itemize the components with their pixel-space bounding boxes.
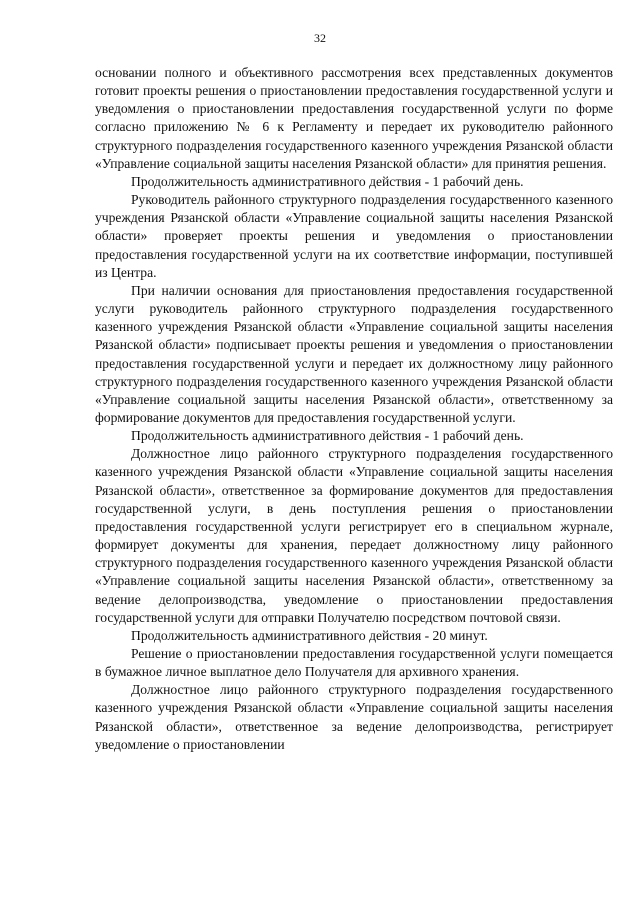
paragraph-official-registration: Должностное лицо районного структурного подразделения государственного казенного учреждения Рязанской области «Управление социальной защиты населения Рязанской области», ответственное за формирование документов для предоставления государственной услуги, в день поступления решения о приостановлении предоставления государственной услуги регистрирует его в специальном журнале, формирует документы для хранения, передает должностному лицу районного структурного подразделения государственного казенного учреждения Рязанской области «Управление социальной защиты населения Рязанской области», ответственному за ведение делопроизводства, уведомление о приостановлении предоставления государственной услуги для отправки Получателю посредством почтовой связи.	[95, 446, 613, 625]
page-number: 32	[314, 31, 326, 45]
paragraph-head-check: Руководитель районного структурного подразделения государственного казенного учреждения Рязанской области «Управление социальной защиты населения Рязанской области» проверяет проекты решения и уведомления о приостановлении предоставления государственной услуги на их соответствие информации, поступившей из Центра.	[95, 192, 613, 280]
paragraph-duration-1: Продолжительность административного действия - 1 рабочий день.	[131, 173, 524, 189]
paragraph-duration-3: Продолжительность административного действия - 20 минут.	[131, 627, 488, 643]
paragraph-archive: Решение о приостановлении предоставления государственной услуги помещается в бумажное личное выплатное дело Получателя для архивного хранения.	[95, 646, 613, 680]
document-body	[95, 64, 613, 754]
paragraph-records-official: Должностное лицо районного структурного подразделения государственного казенного учреждения Рязанской области «Управление социальной защиты населения Рязанской области», ответственное за ведение делопроизводства, регистрирует уведомление о приостановлении	[95, 682, 613, 752]
paragraph-duration-2: Продолжительность административного действия - 1 рабочий день.	[131, 428, 524, 444]
paragraph-suspension-grounds: При наличии основания для приостановления предоставления государственной услуги руководитель районного структурного подразделения государственного казенного учреждения Рязанской области «Управление социальной защиты населения Рязанской области» подписывает проекты решения и уведомления о приостановлении предоставления государственной услуги и передает их должностному лицу районного структурного подразделения государственного казенного учреждения Рязанской области «Управление социальной защиты населения Рязанской области», ответственному за формирование документов для предоставления государственной услуги.	[95, 282, 613, 425]
paragraph-continuation: основании полного и объективного рассмотрения всех представленных документов готовит проекты решения о приостановлении предоставления государственной услуги и уведомления о приостановлении предоставления государственной услуги по форме согласно приложению № 6 к Регламенту и передает их руководителю районного структурного подразделения государственного казенного учреждения Рязанской области «Управление социальной защиты населения Рязанской области» для принятия решения.	[95, 65, 613, 171]
